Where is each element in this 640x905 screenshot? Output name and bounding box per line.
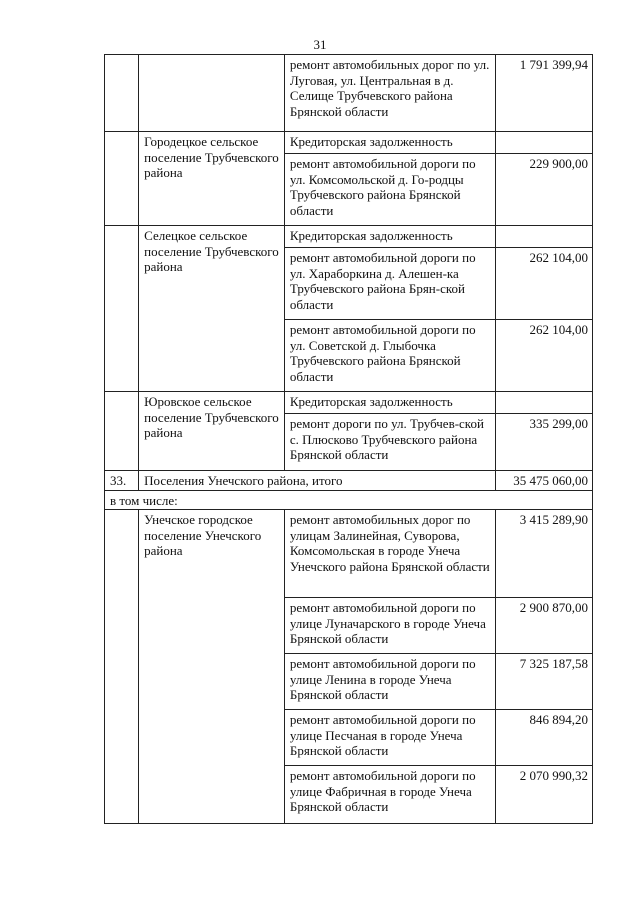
amount-cell: 2 070 990,32	[495, 766, 592, 824]
amount-cell: 335 299,00	[495, 414, 592, 471]
amount-cell	[495, 392, 592, 414]
num-cell	[105, 55, 139, 132]
work-cell: Кредиторская задолженность	[284, 132, 495, 154]
work-cell: Кредиторская задолженность	[284, 392, 495, 414]
settlement-cell: Селецкое сельское поселение Трубчевского района	[139, 226, 285, 392]
num-cell	[105, 132, 139, 226]
settlement-cell: Унечское городское поселение Унечского района	[139, 510, 285, 824]
total-row	[105, 471, 593, 491]
num-cell	[105, 510, 139, 824]
table-row	[105, 132, 593, 154]
work-cell: ремонт автомобильных дорог по ул. Луговая, ул. Центральная в д. Селище Трубчевского района Брянской области	[284, 55, 495, 132]
table-row	[105, 392, 593, 414]
subheader-row	[105, 490, 593, 510]
num-cell: 33.	[105, 471, 139, 491]
amount-cell	[495, 132, 592, 154]
num-cell	[105, 226, 139, 392]
amount-cell	[495, 226, 592, 248]
work-cell: ремонт автомобильной дороги по улице Песчаная в городе Унеча Брянской области	[284, 710, 495, 766]
work-cell: ремонт автомобильной дороги по ул. Советской д. Глыбочка Трубчевского района Брянской области	[284, 320, 495, 392]
amount-cell: 1 791 399,94	[495, 55, 592, 132]
work-cell: ремонт автомобильной дороги по улице Луначарского в городе Унеча Брянской области	[284, 598, 495, 654]
amount-cell: 262 104,00	[495, 248, 592, 320]
work-cell: ремонт автомобильной дороги по улице Ленина в городе Унеча Брянской области	[284, 654, 495, 710]
settlement-cell: Юровское сельское поселение Трубчевского района	[139, 392, 285, 471]
work-cell: ремонт дороги по ул. Трубчев-ской с. Плюсково Трубчевского района Брянской области	[284, 414, 495, 471]
page-number: 31	[313, 37, 327, 52]
total-label: Поселения Унечского района, итого	[139, 471, 496, 491]
amount-cell: 846 894,20	[495, 710, 592, 766]
work-cell: Кредиторская задолженность	[284, 226, 495, 248]
funding-table	[104, 54, 593, 824]
subheader-label: в том числе:	[105, 490, 593, 510]
num-cell	[105, 392, 139, 471]
work-cell: ремонт автомобильной дороги по улице Фабричная в городе Унеча Брянской области	[284, 766, 495, 824]
table-row	[105, 55, 593, 132]
amount-cell: 35 475 060,00	[495, 471, 592, 491]
work-cell: ремонт автомобильной дороги по ул. Комсомольской д. Го-родцы Трубчевского района Брянской области	[284, 154, 495, 226]
table-row	[105, 226, 593, 248]
work-cell: ремонт автомобильных дорог по улицам Залинейная, Суворова, Комсомольская в городе Унеча Унечского района Брянской области	[284, 510, 495, 598]
amount-cell: 7 325 187,58	[495, 654, 592, 710]
amount-cell: 2 900 870,00	[495, 598, 592, 654]
work-cell: ремонт автомобильной дороги по ул. Хараборкина д. Алешен-ка Трубчевского района Брян-ской области	[284, 248, 495, 320]
amount-cell: 262 104,00	[495, 320, 592, 392]
amount-cell: 3 415 289,90	[495, 510, 592, 598]
amount-cell: 229 900,00	[495, 154, 592, 226]
settlement-cell: Городецкое сельское поселение Трубчевского района	[139, 132, 285, 226]
settlement-cell	[139, 55, 285, 132]
table-row	[105, 510, 593, 598]
